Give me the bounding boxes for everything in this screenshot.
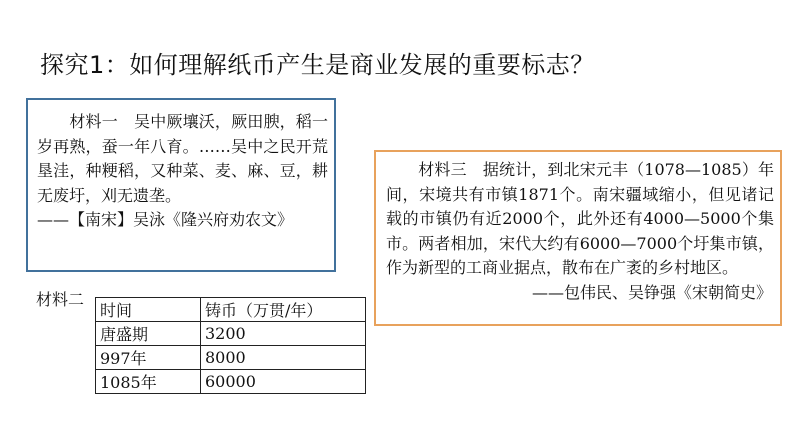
table-header-time: 时间 [96, 298, 201, 322]
material-one-box [26, 98, 336, 272]
table-cell-coinage: 8000 [201, 346, 366, 370]
table-row [96, 346, 366, 370]
table-row [96, 322, 366, 346]
table-row [96, 370, 366, 394]
coinage-table [95, 297, 366, 394]
table-cell-time: 997年 [96, 346, 201, 370]
material-one-text: 材料一 吴中厥壤沃，厥田腴，稻一岁再熟，蚕一年八育。……吴中之民开荒垦洼，种粳稻，又种菜、麦、麻、豆，耕无废圩，刈无遗垄。 [37, 112, 328, 205]
material-three-text: 材料三 据统计，到北宋元丰（1078—1085）年间，宋境共有市镇1871个。南宋疆域缩小，但见诸记载的市镇仍有近2000个，此外还有4000—5000个集市。两者相加，宋代大约有6000—7000个圩集市镇，作为新型的工商业据点，散布在广袤的乡村地区。 [386, 160, 774, 278]
table-header-row [96, 298, 366, 322]
table-cell-time: 唐盛期 [96, 322, 201, 346]
material-two-label: 材料二 [36, 290, 85, 309]
material-one-source: ——【南宋】吴泳《隆兴府劝农文》 [37, 210, 294, 230]
table-header-coinage: 铸币（万贯/年） [201, 298, 366, 322]
table-cell-coinage: 3200 [201, 322, 366, 346]
table-cell-coinage: 60000 [201, 370, 366, 394]
page-title: 探究1：如何理解纸币产生是商业发展的重要标志？ [40, 51, 595, 79]
table-cell-time: 1085年 [96, 370, 201, 394]
material-three-source: ——包伟民、吴铮强《宋朝简史》 [531, 282, 772, 302]
material-three-box [374, 150, 782, 326]
